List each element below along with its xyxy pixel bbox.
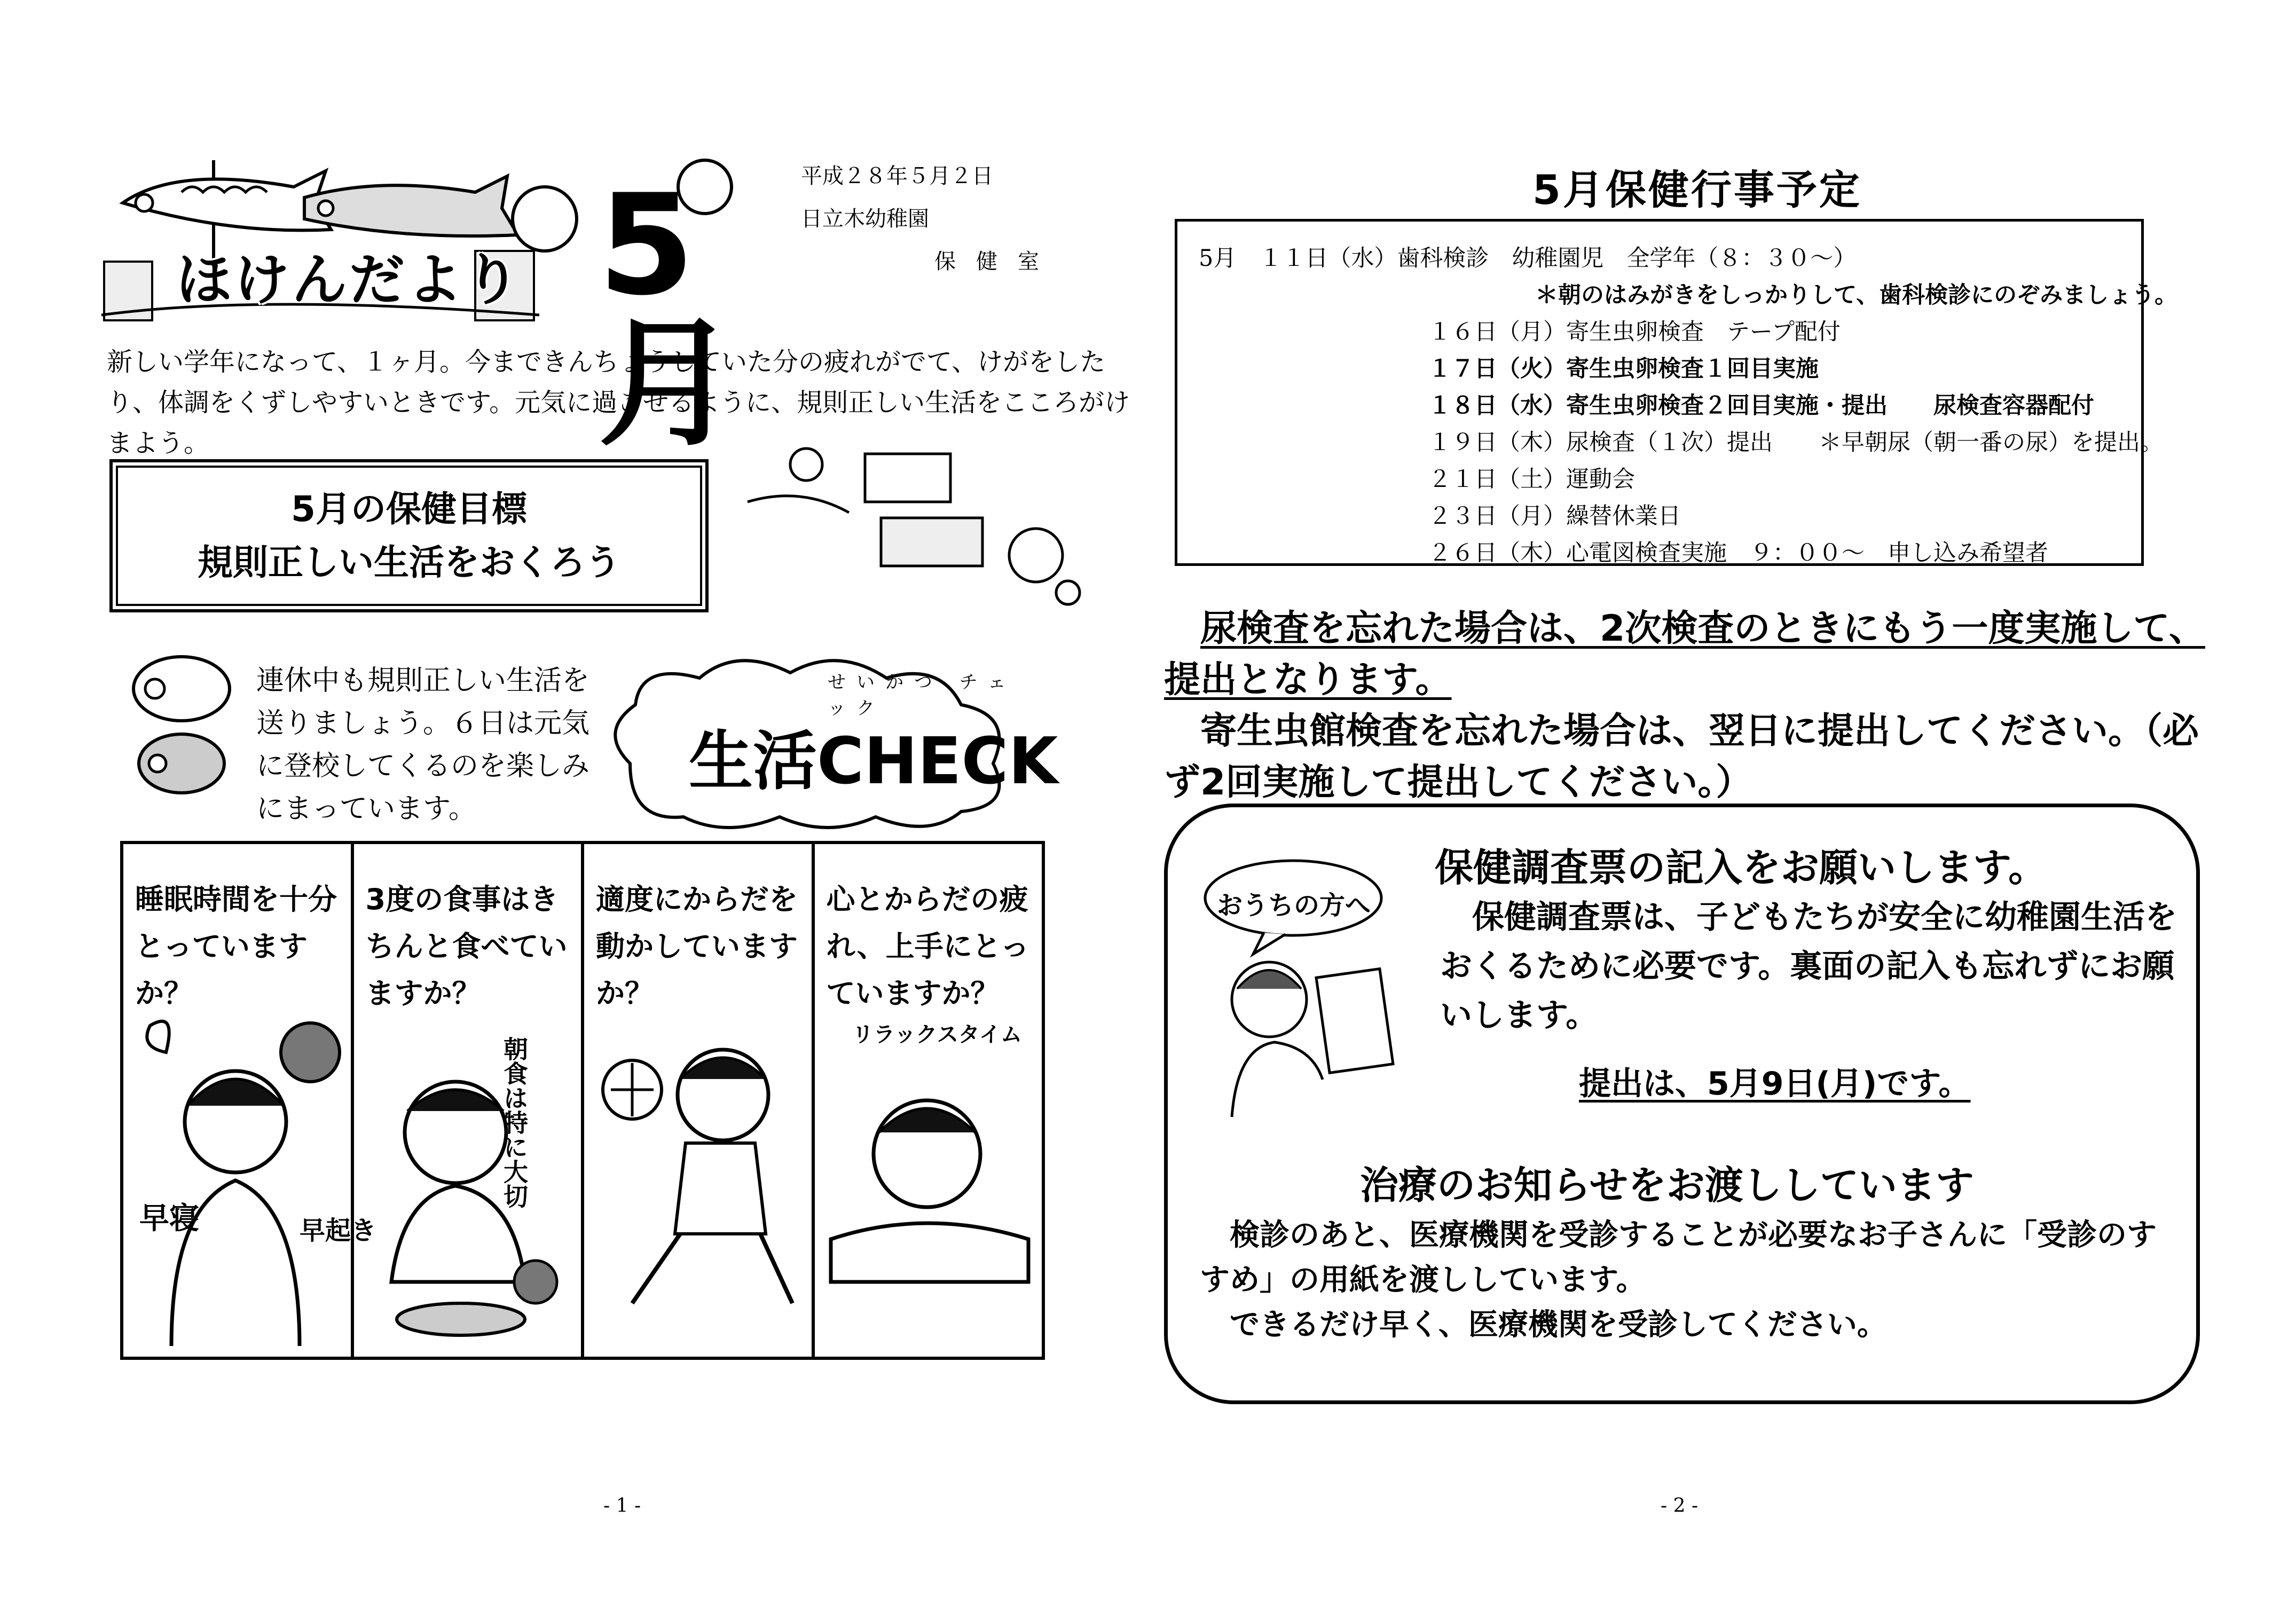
schedule-row: 5月 １１日（水）歯科検診 幼稚園児 全学年（８：３０～） (1199, 245, 1857, 272)
health-room: 保健室 (934, 249, 1059, 274)
life-check-panels (120, 841, 1045, 1360)
life-check-label: 生活CHECK (689, 725, 1058, 799)
schedule-row: ２３日（月）繰替休業日 (1428, 503, 1681, 530)
panel-meals-question: 3度の食事はきちんと食べていますか？ (365, 883, 568, 1010)
schedule-title: 5月保健行事予定 (1532, 166, 1862, 214)
schedule-row: １６日（月）寄生虫卵検査 テープ配付 (1428, 319, 1841, 345)
issue-date: 平成２８年５月２日 (801, 164, 993, 188)
urine-test-notice: 尿検査を忘れた場合は、2次検査のときにもう一度実施して、提出となります。 (1164, 608, 2205, 701)
schedule-row: １９日（木）尿検査（１次）提出 ＊早朝尿（朝一番の尿）を提出。 (1428, 429, 2163, 456)
parasite-test-notice: 寄生虫館検査を忘れた場合は、翌日に提出してください。（必ず2回実施して提出してください。） (1164, 710, 2199, 804)
treatment-body-request: できるだけ早く、医療機関を受診してください。 (1230, 1308, 1887, 1342)
running-child-icon (589, 1004, 808, 1346)
issue-meta (801, 155, 1059, 283)
life-check-ruby: せいかつ チェック (828, 672, 1017, 719)
schedule-row: １８日（水）寄生虫卵検査２回目実施・提出 尿検査容器配付 (1428, 392, 2094, 419)
health-goal-text: 規則正しい生活をおくろう (198, 541, 620, 583)
to-parents-label: おうちの方へ (1217, 891, 1371, 920)
treatment-title: 治療のお知らせをお渡ししています (1360, 1163, 1974, 1208)
panel-exercise (584, 844, 815, 1357)
survey-title: 保健調査票の記入をお願いします。 (1435, 845, 2047, 890)
koinobori-small-icon (128, 646, 246, 817)
early-to-rise-label: 早起き (300, 1216, 377, 1246)
schedule-box (1175, 219, 2178, 566)
early-to-bed-label: 早寝 (139, 1201, 199, 1236)
schedule-row: ２６日（木）心電図検査実施 ９：００～ 申し込み希望者 (1428, 540, 2048, 566)
schedule-row: ２１日（土）運動会 (1428, 466, 1635, 493)
panel-exercise-question: 適度にからだを動かしていますか？ (596, 883, 798, 1010)
panel-sleep-question: 睡眠時間を十分とっていますか？ (135, 883, 337, 1010)
relax-time-label: リラックスタイム (852, 1022, 1022, 1047)
eating-child-icon (359, 1004, 578, 1346)
page-number-1: - 1 - (603, 1495, 641, 1517)
sleeping-child-icon (129, 1004, 377, 1346)
newsletter-title: ほけんだより (176, 247, 523, 312)
survey-body: 保健調査票は、子どもたちが安全に幼稚園生活をおくるために必要です。裏面の記入も忘れずにお願いします。 (1440, 899, 2177, 1034)
treatment-body (1200, 1213, 2172, 1348)
schedule-note: ＊朝のはみがきをしっかりして、歯科検診にのぞみましょう。 (1535, 282, 2178, 309)
holiday-paragraph: 連休中も規則正しい生活を送りましょう。６日は元気に登校してくるのを楽しみにまっています。 (256, 665, 590, 825)
relaxing-child-icon (820, 1004, 1039, 1346)
inspection-notice (1164, 603, 2211, 808)
panel-relax (815, 844, 1042, 1357)
health-goal-box (109, 459, 709, 612)
panel-sleep (123, 844, 377, 1357)
teacher-holding-paper-icon (1221, 941, 1392, 1117)
panel-relax-question: 心とからだの疲れ、上手にとっていますか？ (826, 883, 1029, 1010)
survey-deadline: 提出は、5月9日(月)です。 (1579, 1065, 1971, 1103)
panel-meals (354, 844, 585, 1357)
school-name: 日立木幼稚園 (801, 207, 929, 231)
page-number-2: - 2 - (1661, 1495, 1699, 1517)
survey-treatment-box (1164, 804, 2200, 1404)
sleeping-child-illustration (737, 443, 1111, 603)
life-check-cloud (598, 646, 1058, 838)
treatment-body-text: 検診のあと、医療機関を受診することが必要なお子さんに「受診のすすめ」の用紙を渡ししています。 (1200, 1218, 2157, 1297)
month-heading: 5月 (598, 165, 737, 465)
intro-paragraph: 新しい学年になって、１ヶ月。今まできんちょうしていた分の疲れがでて、けがをしたり、体調をくずしやすいときです。元気に過ごせるように、規則正しい生活をこころがけまよう。 (107, 347, 1130, 458)
health-goal-heading: 5月の保健目標 (291, 488, 527, 530)
schedule-row: １７日（火）寄生虫卵検査１回目実施 (1428, 356, 1819, 382)
breakfast-important-label: 朝食は特に大切 (499, 1036, 529, 1208)
